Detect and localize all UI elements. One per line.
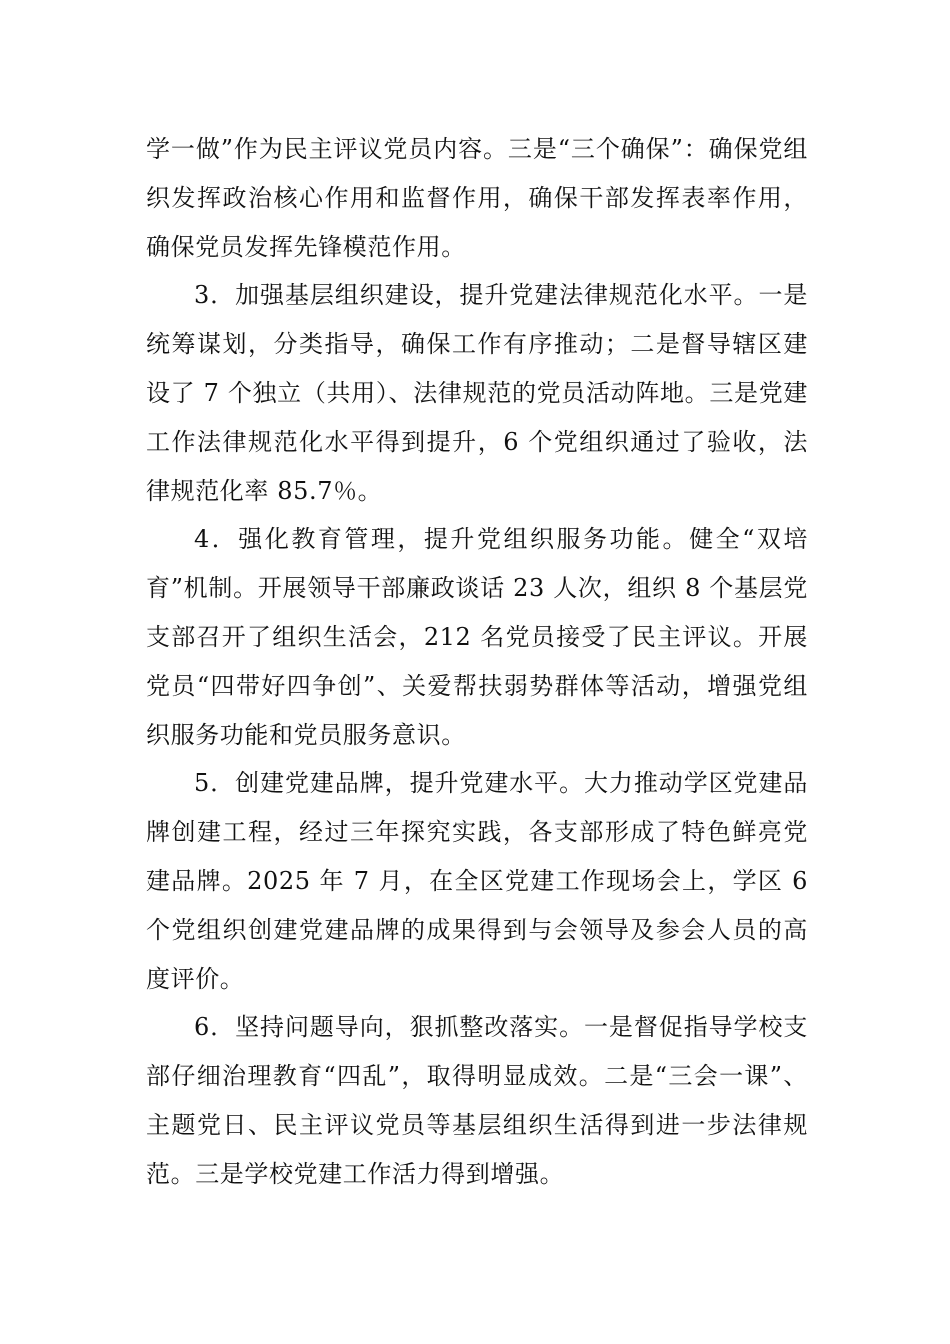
document-body — [146, 125, 808, 1199]
paragraph-item-6: 6．坚持问题导向，狠抓整改落实。一是督促指导学校支部仔细治理教育“四乱”，取得明显成效。二是“三会一课”、主题党日、民主评议党员等基层组织生活得到进一步法律规范。三是学校党建工作活力得到增强。 — [146, 1013, 808, 1188]
paragraph-continuation: 学一做”作为民主评议党员内容。三是“三个确保”：确保党组织发挥政治核心作用和监督作用，确保干部发挥表率作用，确保党员发挥先锋模范作用。 — [146, 135, 808, 261]
paragraph-item-3: 3．加强基层组织建设，提升党建法律规范化水平。一是统筹谋划，分类指导，确保工作有序推动；二是督导辖区建设了 7 个独立（共用）、法律规范的党员活动阵地。三是党建工作法律规范化水平得到提升，6 个党组织通过了验收，法律规范化率 85.7％。 — [146, 281, 808, 505]
paragraph-item-5: 5．创建党建品牌，提升党建水平。大力推动学区党建品牌创建工程，经过三年探究实践，各支部形成了特色鲜亮党建品牌。2025 年 7 月，在全区党建工作现场会上，学区 6 个党组织创建党建品牌的成果得到与会领导及参会人员的高度评价。 — [146, 769, 808, 993]
paragraph-item-4: 4．强化教育管理，提升党组织服务功能。健全“双培育”机制。开展领导干部廉政谈话 23 人次，组织 8 个基层党支部召开了组织生活会，212 名党员接受了民主评议。开展党员“四带好四争创”、关爱帮扶弱势群体等活动，增强党组织服务功能和党员服务意识。 — [146, 525, 808, 749]
